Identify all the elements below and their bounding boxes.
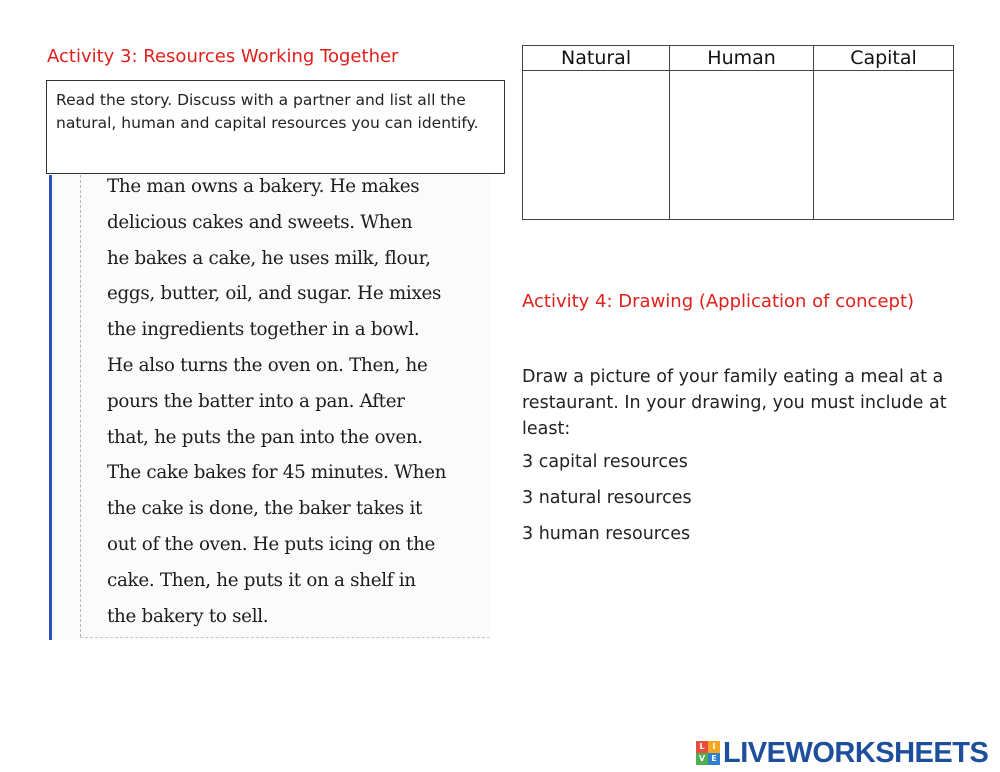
story-line: pours the batter into a pan. After	[107, 390, 405, 412]
header-natural: Natural	[523, 46, 670, 71]
header-capital: Capital	[814, 46, 954, 71]
story-text	[107, 175, 497, 640]
story-excerpt	[49, 175, 489, 640]
story-line: The man owns a bakery. He makes	[107, 176, 420, 197]
liveworksheets-logo-icon	[696, 741, 720, 765]
resources-table	[522, 45, 954, 220]
requirement-natural: 3 natural resources	[522, 488, 692, 508]
story-line: the cake is done, the baker takes it	[107, 498, 423, 520]
requirement-capital: 3 capital resources	[522, 452, 688, 472]
story-line: he bakes a cake, he uses milk, flour,	[107, 247, 431, 269]
brand-name: LIVEWORKSHEETS	[723, 736, 989, 769]
activity-4-title: Activity 4: Drawing (Application of concept)	[522, 291, 915, 312]
story-line: eggs, butter, oil, and sugar. He mixes	[107, 283, 442, 305]
logo-letter: E	[708, 753, 720, 765]
natural-answer-cell[interactable]	[523, 71, 670, 220]
activity-4-task: Draw a picture of your family eating a meal at a restaurant. In your drawing, you must include at least:	[522, 367, 947, 439]
activity-3-title: Activity 3: Resources Working Together	[47, 46, 399, 67]
dotted-margin	[80, 175, 81, 637]
activity-3-instructions: Read the story. Discuss with a partner and list all the natural, human and capital resources you can identify.	[46, 80, 505, 174]
story-line: that, he puts the pan into the oven.	[107, 426, 423, 448]
story-line: the bakery to sell.	[107, 605, 269, 627]
story-line: out of the oven. He puts icing on the	[107, 533, 436, 555]
header-human: Human	[670, 46, 814, 71]
logo-letter: L	[696, 741, 708, 753]
capital-answer-cell[interactable]	[814, 71, 954, 220]
liveworksheets-brand	[696, 738, 988, 768]
story-line: He also turns the oven on. Then, he	[107, 354, 428, 376]
logo-letter: I	[708, 741, 720, 753]
logo-letter: V	[696, 753, 708, 765]
story-line: cake. Then, he puts it on a shelf in	[107, 569, 416, 591]
margin-rule	[49, 175, 52, 640]
story-line: the ingredients together in a bowl.	[107, 319, 420, 341]
human-answer-cell[interactable]	[670, 71, 814, 220]
requirement-human: 3 human resources	[522, 524, 691, 544]
story-line: The cake bakes for 45 minutes. When	[107, 462, 447, 484]
story-line: delicious cakes and sweets. When	[107, 211, 413, 233]
